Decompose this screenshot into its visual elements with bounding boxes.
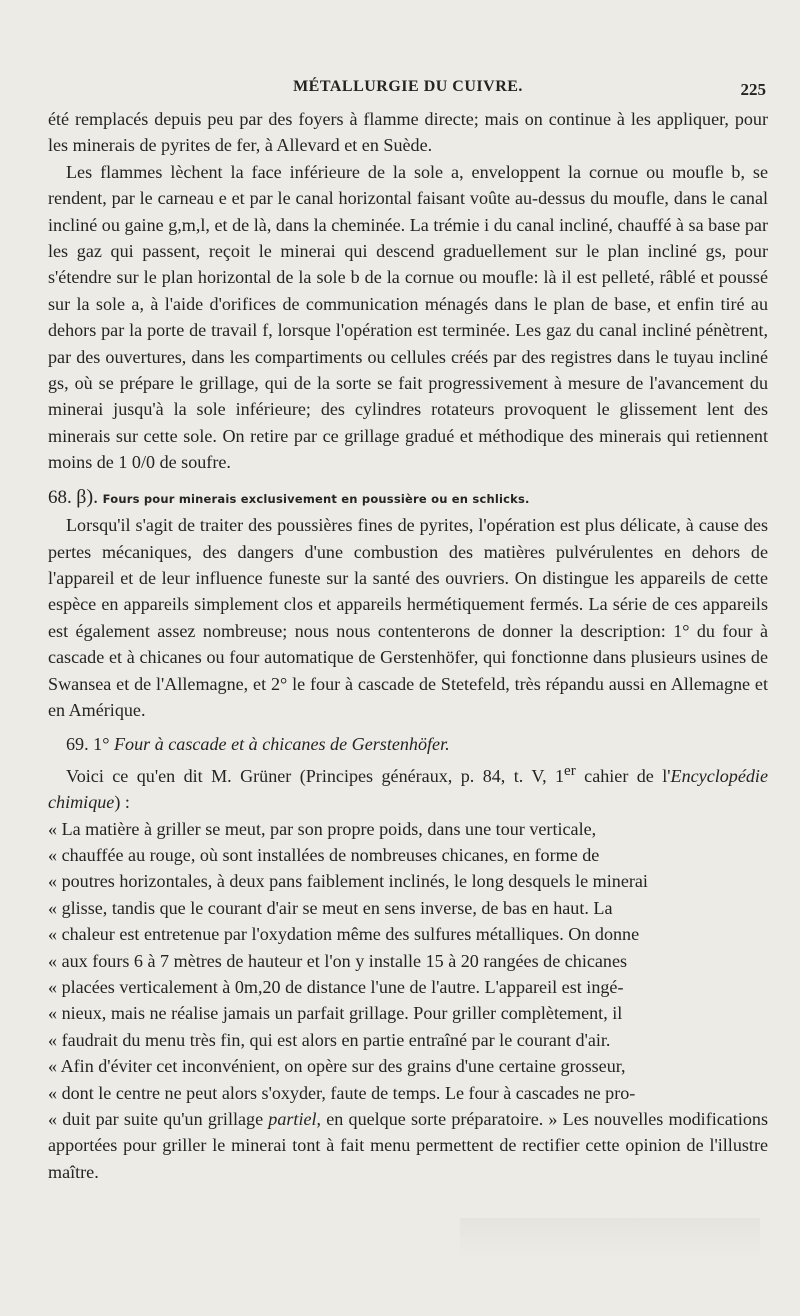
section-69-heading	[48, 731, 768, 757]
quote-line: « poutres horizontales, à deux pans faiblement inclinés, le long desquels le minerai	[48, 871, 648, 892]
show-through-shadow	[460, 1218, 760, 1258]
page-body	[48, 106, 768, 1185]
text-run: , en quelque sorte préparatoire. » Les nouvelles modifications apportées pour griller le minerai tont à fait menu permettent de rectifier cette opinion de l'illustre maître.	[48, 1109, 769, 1182]
section-title: Four à cascade et à chicanes de Gerstenhöfer.	[113, 734, 450, 755]
text-run: ) :	[114, 792, 130, 813]
quote-line: « chauffée au rouge, où sont installées de nombreuses chicanes, en forme de	[48, 845, 600, 865]
superscript: er	[564, 762, 576, 779]
page-header	[50, 78, 766, 104]
section-marker: β).	[76, 485, 99, 508]
running-title: MÉTALLURGIE DU CUIVRE.	[293, 78, 523, 95]
paragraph-flames: Les flammes lèchent la face inférieure de la sole a, enveloppent la cornue ou moufle b, se rendent, par le carneau e et par le canal horizontal faisant voûte au-dessus du moufle, dans le canal incliné ou gaine g,m,l, et de là, dans la cheminée. La trémie i du canal incliné, chauffé à sa base par les gaz qui passent, reçoit le minerai qui descend graduellement sur le plan incliné gs, pour s'étendre sur le plan horizontal de la sole b de la cornue ou moufle: là il est pelleté, râblé et poussé sur la sole a, à l'aide d'orifices de communication ménagés dans le plan de base, et enfin tiré au dehors par la porte de travail f, lorsque l'opération est terminée. Les gaz du canal incliné pénètrent, par des ouvertures, dans les compartiments ou cellules créés par des registres dans le tuyau incliné gs, où se prépare le grillage, qui de la sorte se fait progressivement à mesure de l'avancement du minerai jusqu'à la sole inférieure; des cylindres rotateurs provoquent le glissement lent des minerais sur cette sole. On retire par ce grillage gradué et méthodique des minerais qui retiennent moins de 1 0/0 de soufre.	[48, 161, 768, 473]
text-run: « duit par suite qu'un grillage	[48, 1109, 269, 1130]
quote-line: « aux fours 6 à 7 mètres de hauteur et l'on y installe 15 à 20 rangées de chicanes	[48, 950, 628, 971]
quote-line: « dont le centre ne peut alors s'oxyder, faute de temps. Le four à cascades ne pro-	[48, 1082, 636, 1103]
quote-line: « placées verticalement à 0m,20 de distance l'une de l'autre. L'appareil est ingé-	[48, 977, 624, 998]
page-number: 225	[740, 80, 766, 99]
emphasis: partiel	[268, 1109, 317, 1130]
paragraph-gruner	[48, 758, 768, 816]
quote-line: « Afin d'éviter cet inconvénient, on opère sur des grains d'une certaine grosseur,	[48, 1056, 626, 1077]
quote-line-final	[48, 1106, 768, 1185]
text-run: Voici ce qu'en dit M. Grüner (Principes généraux, p. 84, t. V, 1	[66, 765, 565, 786]
quote-line: « glisse, tandis que le courant d'air se meut en sens inverse, de bas en haut. La	[48, 897, 613, 918]
quote-line: « nieux, mais ne réalise jamais un parfait grillage. Pour griller complètement, il	[48, 1003, 623, 1024]
section-number: 68.	[48, 486, 72, 508]
quotation	[48, 816, 768, 1186]
quote-line: « chaleur est entretenue par l'oxydation même des sulfures métalliques. On donne	[48, 924, 640, 945]
section-68-heading	[48, 484, 768, 512]
paragraph-dust: Lorsqu'il s'agit de traiter des poussières fines de pyrites, l'opération est plus délicate, à cause des pertes mécaniques, des dangers d'une combustion des matières pulvérulentes en dehors de l'appareil et de leur influence funeste sur la santé des ouvriers. On distingue les appareils de cette espèce en appareils simplement clos et appareils hermétiquement fermés. La série de ces appareils est également assez nombreuse; nous nous contenterons de donner la description: 1° du four à cascade et à chicanes ou four automatique de Gerstenhöfer, qui fonctionne dans plusieurs usines de Swansea et de l'Allemagne, et 2° le four à cascade de Stetefeld, très répandu aussi en Allemagne et en Amérique.	[48, 515, 768, 720]
section-title: Fours pour minerais exclusivement en poussière ou en schlicks.	[102, 491, 530, 506]
text-run: cahier de l'	[575, 765, 671, 786]
paragraph-continued: été remplacés depuis peu par des foyers à flamme directe; mais on continue à les appliquer, pour les minerais de pyrites de fer, à Allevard et en Suède.	[48, 109, 768, 156]
section-prefix: 1°	[93, 734, 110, 755]
quote-line: « faudrait du menu très fin, qui est alors en partie entraîné par le courant d'air.	[48, 1029, 611, 1050]
section-number: 69.	[66, 734, 89, 755]
quote-line: « La matière à griller se meut, par son propre poids, dans une tour verticale,	[48, 818, 597, 839]
book-title: Encyclopédie chimique	[48, 765, 768, 813]
